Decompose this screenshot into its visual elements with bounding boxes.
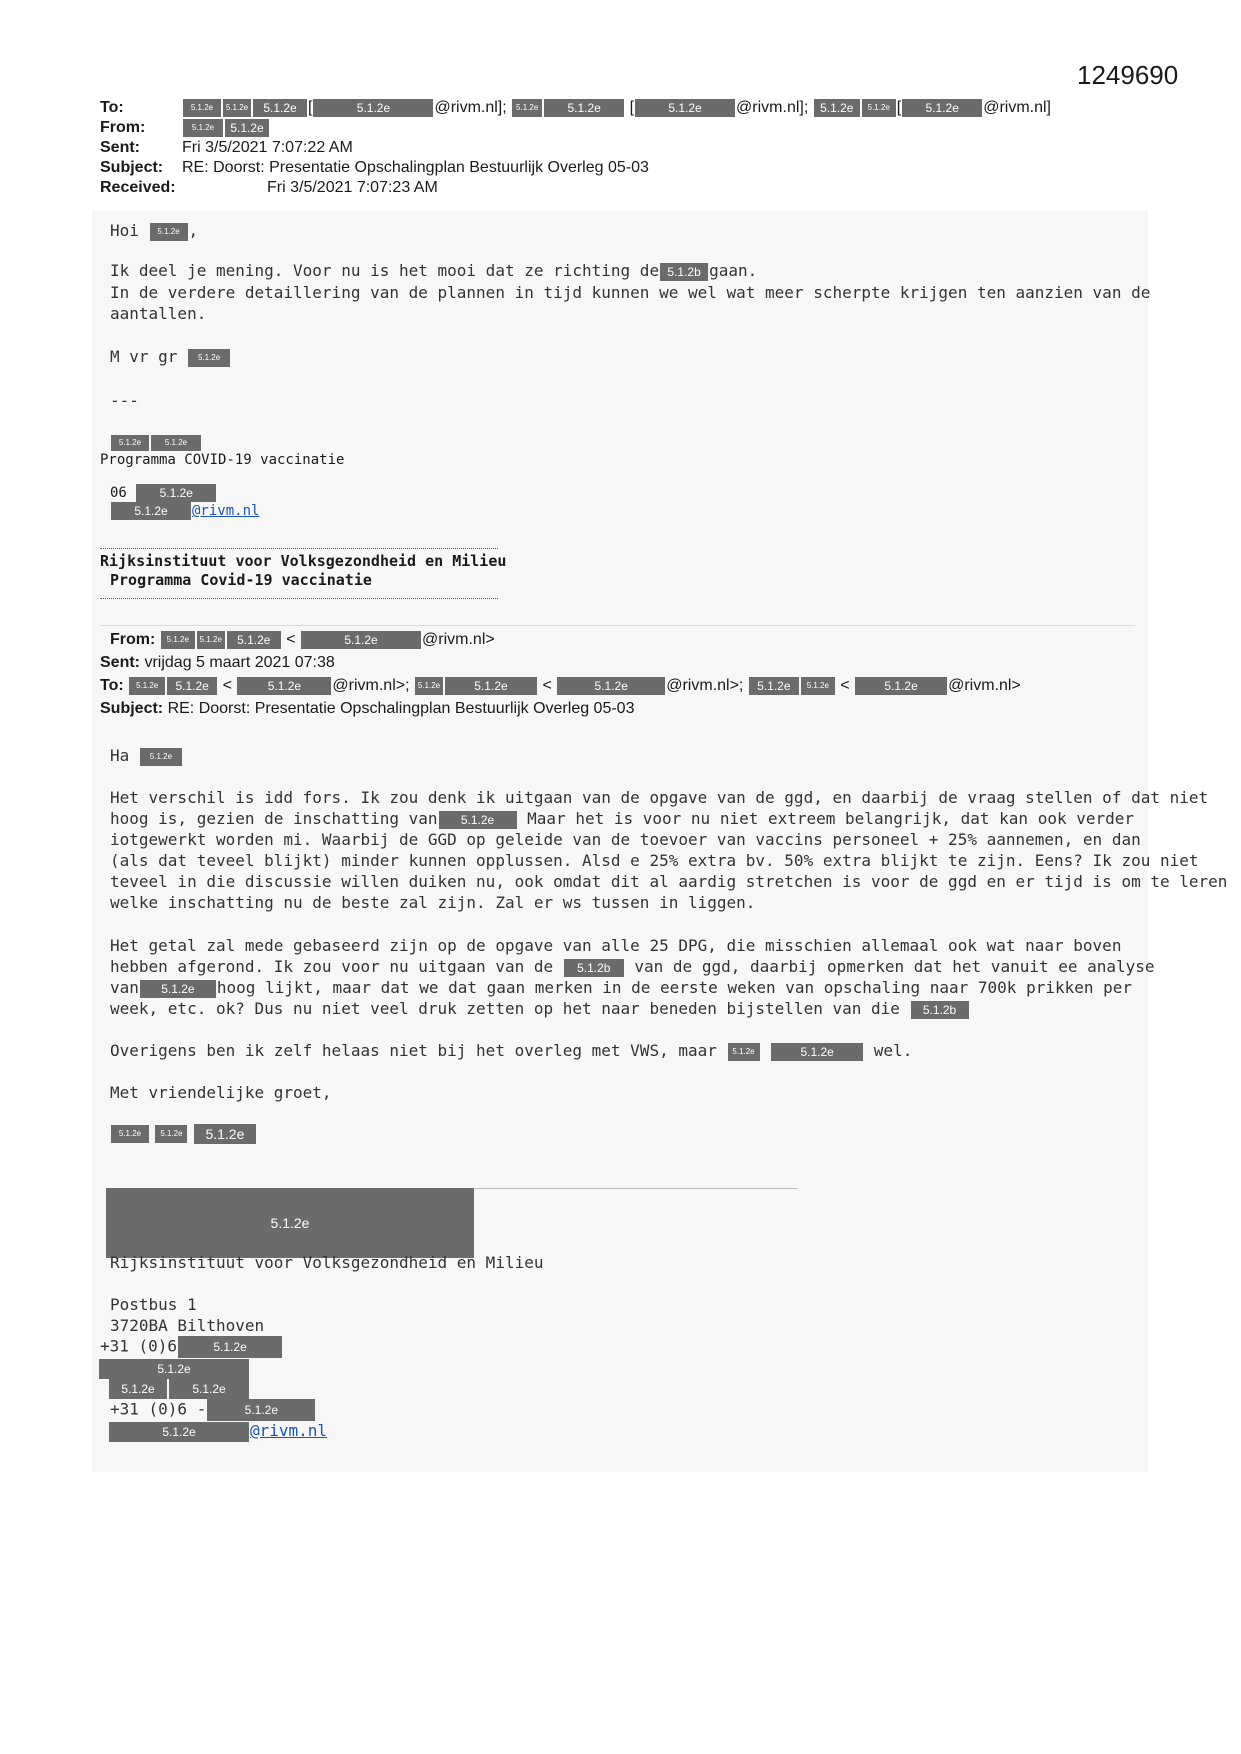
redaction: 5.1.2e	[635, 99, 735, 117]
redaction: 5.1.2e	[253, 99, 307, 117]
email-domain: @rivm.nl];	[736, 99, 809, 116]
redaction: 5.1.2e	[140, 748, 182, 766]
redaction: 5.1.2e	[439, 811, 517, 829]
email-link[interactable]: @rivm.nl	[192, 503, 260, 519]
text: hoog is, gezien de inschatting van	[110, 809, 438, 828]
subject-label: Subject:	[100, 159, 164, 176]
redaction: 5.1.2e	[111, 1125, 149, 1143]
fwd-sent-row	[100, 651, 335, 674]
p3-line	[110, 1040, 1130, 1061]
fwd-subject-value: RE: Doorst: Presentatie Opschalingplan Bestuurlijk Overleg 05-03	[167, 700, 635, 717]
footer-redaction-row	[98, 1359, 250, 1379]
received-value: Fri 3/5/2021 7:07:23 AM	[267, 179, 438, 196]
redaction: 5.1.2e	[99, 1359, 249, 1379]
p2-line-3	[110, 977, 1133, 998]
redaction: 5.1.2e	[169, 1379, 249, 1399]
sent-row	[100, 138, 1051, 158]
redaction: 5.1.2e	[109, 1422, 249, 1442]
text: Overigens ben ik zelf helaas niet bij het overleg met VWS, maar	[110, 1041, 717, 1060]
text: hoog lijkt, maar dat we dat gaan merken in de eerste weken van opschaling naar 700k prikken per	[216, 978, 1133, 997]
sent-value: Fri 3/5/2021 7:07:22 AM	[182, 139, 353, 156]
phone-prefix: 06	[110, 485, 127, 501]
fwd-subject-label: Subject:	[100, 700, 164, 717]
redaction: 5.1.2e	[111, 435, 149, 451]
redaction: 5.1.2e	[855, 677, 947, 695]
redaction: 5.1.2e	[183, 119, 223, 137]
redaction: 5.1.2e	[313, 99, 433, 117]
reply-signoff	[110, 346, 1130, 367]
document-number: 1249690	[1077, 60, 1179, 90]
received-label: Received:	[100, 179, 176, 196]
to-row: To: 5.1.2e 5.1.2e 5.1.2e [ 5.1.2e @rivm.nl]; 5.1.2e 5.1.2e [ 5.1.2e @rivm.nl]; 5.1.2e 5.1.2e [ 5.1.2e @rivm.nl]	[100, 99, 1051, 116]
fwd-subject-row	[100, 697, 634, 720]
from-label: From:	[100, 119, 146, 136]
signature-redactions	[110, 434, 202, 452]
redaction: 5.1.2e	[178, 1336, 282, 1358]
redaction: 5.1.2e	[801, 677, 835, 695]
redaction: 5.1.2e	[771, 1043, 863, 1061]
footer-phone-2	[110, 1399, 316, 1421]
signature-email	[110, 502, 259, 520]
footer-redaction-row	[108, 1379, 250, 1399]
footer-postbus: Postbus 1	[110, 1295, 197, 1314]
redaction: 5.1.2e	[197, 631, 225, 649]
email-domain: @rivm.nl>	[422, 631, 495, 648]
email-domain: @rivm.nl];	[434, 99, 507, 116]
signature-phone	[110, 484, 217, 502]
redaction: 5.1.2e	[161, 631, 195, 649]
fwd-to-label: To:	[100, 677, 124, 694]
text: hebben afgerond. Ik zou voor nu uitgaan van de	[110, 957, 554, 976]
reply-line-3: aantallen.	[110, 304, 207, 323]
p1-line-6: welke inschatting nu de beste zal zijn. Zal er ws tussen in liggen.	[110, 893, 756, 912]
text: wel.	[873, 1041, 913, 1060]
from-row	[100, 118, 1051, 138]
redaction: 5.1.2e	[749, 677, 799, 695]
p1-line-1: Het verschil is idd fors. Ik zou denk ik uitgaan van de opgave van de ggd, en daarbij de vraag stellen of dat niet	[110, 788, 1209, 807]
redaction: 5.1.2e	[902, 99, 982, 117]
to-label: To:	[100, 99, 124, 116]
lt: <	[222, 677, 232, 694]
redaction: 5.1.2e	[862, 99, 896, 117]
reply-line-2: In de verdere detaillering van de plannen in tijd kunnen we wel wat meer scherpte krijgen ten aanzien van de	[110, 283, 1151, 302]
redaction: 5.1.2e	[445, 677, 537, 695]
fwd-to-row	[100, 674, 1021, 697]
redaction: 5.1.2e	[109, 1379, 167, 1399]
body-greeting	[110, 745, 1130, 766]
redaction: 5.1.2e	[223, 99, 251, 117]
text: gaan.	[709, 261, 758, 280]
text: week, etc. ok? Dus nu niet veel druk zetten op het naar beneden bijstellen van die	[110, 999, 900, 1018]
comma: ,	[188, 221, 199, 240]
signoff-text: M vr gr	[110, 347, 178, 366]
redaction: 5.1.2e	[728, 1043, 760, 1061]
redaction: 5.1.2e	[227, 631, 281, 649]
redaction: 5.1.2e	[512, 99, 542, 117]
email-domain: @rivm.nl>;	[666, 677, 744, 694]
text: Maar het is voor nu niet extreem belangrijk, dat kan ook verder	[527, 809, 1135, 828]
redaction: 5.1.2e	[111, 502, 191, 520]
reply-line-1	[110, 260, 1130, 281]
received-row	[100, 178, 1051, 198]
redaction: 5.1.2e	[194, 1124, 256, 1144]
footer-city: 3720BA Bilthoven	[110, 1316, 265, 1335]
redaction: 5.1.2e	[207, 1399, 315, 1421]
p2-line-1: Het getal zal mede gebaseerd zijn op de opgave van alle 25 DPG, die misschien allemaal ook wat naar boven	[110, 936, 1122, 955]
lt: <	[542, 677, 552, 694]
p1-line-4: (als dat teveel blijkt) minder kunnen opplussen. Alsd e 25% extra bv. 50% extra blijkt te zijn. Eens? Ik zou niet	[110, 851, 1199, 870]
p1-line-2	[110, 808, 1135, 829]
lt: <	[286, 631, 296, 648]
p2-line-4	[110, 998, 1130, 1019]
org-name: Rijksinstituut voor Volksgezondheid en Milieu	[100, 552, 507, 570]
footer-org: Rijksinstituut voor Volksgezondheid en Milieu	[110, 1253, 544, 1272]
redaction: 5.1.2e	[167, 677, 217, 695]
p1-line-3: iotgewerkt worden mi. Waarbij de GGD op geleide van de toevoer van vaccins personeel + 25% aannemen, en dan	[110, 830, 1141, 849]
separator: ---	[110, 391, 139, 410]
signature-divider	[474, 1188, 798, 1189]
redaction: 5.1.2e	[237, 677, 331, 695]
sender-redactions	[110, 1124, 257, 1144]
redaction: 5.1.2e	[150, 223, 188, 241]
redaction: 5.1.2e	[155, 1125, 187, 1143]
subject-row	[100, 158, 1051, 178]
redaction: 5.1.2e	[140, 980, 216, 998]
redaction: 5.1.2e	[183, 99, 221, 117]
sent-label: Sent:	[100, 139, 140, 156]
redaction: 5.1.2b	[660, 263, 708, 281]
text: Ik deel je mening. Voor nu is het mooi dat ze richting de	[110, 261, 660, 280]
email-domain: @rivm.nl>;	[332, 677, 410, 694]
text: van	[110, 978, 139, 997]
redaction: 5.1.2e	[225, 119, 269, 137]
reply-greeting	[110, 220, 1130, 241]
footer-email	[108, 1421, 327, 1442]
redaction: 5.1.2e	[188, 349, 230, 367]
lt: <	[840, 677, 850, 694]
redaction: 5.1.2e	[544, 99, 624, 117]
redaction-block: 5.1.2e	[106, 1188, 474, 1258]
message-separator	[100, 625, 1135, 626]
email-domain: @rivm.nl]	[983, 99, 1051, 116]
fwd-from-label: From:	[110, 631, 156, 648]
p2-line-2	[110, 956, 1155, 977]
email-header	[100, 98, 1051, 198]
dotted-divider	[100, 548, 498, 549]
redaction: 5.1.2b	[564, 959, 624, 977]
redaction: 5.1.2e	[129, 677, 165, 695]
redaction: 5.1.2e	[814, 99, 860, 117]
greeting-text: Hoi	[110, 221, 139, 240]
dotted-divider	[100, 598, 498, 599]
footer-phone-1	[100, 1336, 283, 1358]
p1-line-5: teveel in die discussie willen duiken nu, ook omdat dit al aardig stretchen is voor de ggd en er tijd is om te leren	[110, 872, 1228, 891]
phone-text: +31 (0)6 -	[110, 1399, 207, 1419]
greeting-text: Ha	[110, 746, 130, 765]
fwd-sent-value: vrijdag 5 maart 2021 07:38	[144, 654, 335, 671]
subject-value: RE: Doorst: Presentatie Opschalingplan Bestuurlijk Overleg 05-03	[182, 159, 649, 176]
fwd-from-row	[110, 628, 495, 651]
redaction: 5.1.2b	[911, 1001, 969, 1019]
text: van de ggd, daarbij opmerken dat het vanuit ee analyse	[634, 957, 1155, 976]
redaction: 5.1.2e	[557, 677, 665, 695]
closing: Met vriendelijke groet,	[110, 1083, 332, 1102]
redaction: 5.1.2e	[301, 631, 421, 649]
email-domain: @rivm.nl>	[948, 677, 1021, 694]
redaction: 5.1.2e	[415, 677, 443, 695]
redaction: 5.1.2e	[136, 484, 216, 502]
signature-program: Programma COVID-19 vaccinatie	[100, 452, 345, 468]
redaction: 5.1.2e	[151, 435, 201, 451]
phone-text: +31 (0)6	[100, 1336, 178, 1356]
org-program: Programma Covid-19 vaccinatie	[110, 571, 372, 589]
fwd-sent-label: Sent:	[100, 654, 140, 671]
email-link[interactable]: @rivm.nl	[250, 1421, 328, 1440]
